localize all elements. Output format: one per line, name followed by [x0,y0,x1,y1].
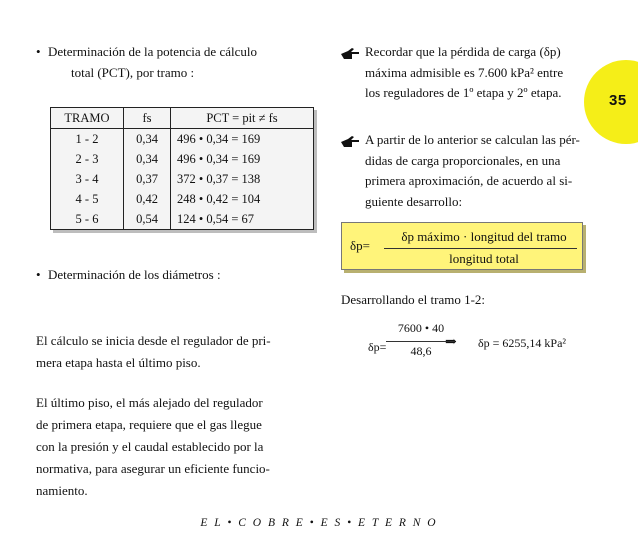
calc-result: δp = 6255,14 kPa² [478,336,567,350]
cell-pct: 496 • 0,34 = 169 [171,129,314,150]
text-line: con la presión y el caudal establecido por la [36,439,264,454]
text-line: A partir de lo anterior se calculan las pér- [365,132,580,147]
cell-pct: 248 • 0,42 = 104 [171,189,314,209]
desarrollando-label: Desarrollando el tramo 1-2: [341,292,486,307]
bullet-diametros: • Determinación de los diámetros : [36,265,221,285]
fraction-bar [384,248,577,249]
pointing-hand-icon [340,47,360,61]
calc-lhs: δp= [368,340,387,354]
cell-tramo: 5 - 6 [51,209,124,230]
cell-fs: 0,34 [124,129,171,150]
footer-motto: E L • C O B R E • E S • E T E R N O [200,517,438,529]
col-header-fs: fs [124,108,171,129]
text-line: los reguladores de 1º etapa y 2º etapa. [365,85,562,100]
text-line: El cálculo se inicia desde el regulador de pri- [36,333,271,348]
cell-tramo: 3 - 4 [51,169,124,189]
bullet-potencia-cont: total (PCT), por tramo : [71,65,195,80]
cell-pct: 124 • 0,54 = 67 [171,209,314,230]
note-perdida-carga [365,42,591,104]
formula-numerator: δp máximo · longitud del tramo [401,229,567,244]
bullet-potencia: • Determinación de la potencia de cálculo [36,42,257,62]
bullet-dot-icon: • [36,267,41,282]
col-header-pct: PCT = pit ≠ fs [171,108,314,129]
table-row [51,129,314,150]
text-line: didas de carga proporcionales, en una [365,152,561,168]
table-row [51,169,314,189]
formula-box [341,222,583,270]
cell-tramo: 4 - 5 [51,189,124,209]
formula-lhs: δp= [350,238,370,253]
pointing-hand-icon [340,135,360,149]
cell-tramo: 2 - 3 [51,149,124,169]
table-row [51,209,314,230]
col-header-tramo: TRAMO [51,108,124,129]
cell-fs: 0,54 [124,209,171,230]
cell-tramo: 1 - 2 [51,129,124,150]
text-line: namiento. [36,483,88,498]
text-line: mera etapa hasta el último piso. [36,355,201,370]
cell-fs: 0,42 [124,189,171,209]
pct-table [50,107,314,230]
table-header-row [51,108,314,129]
table-row [51,149,314,169]
implies-arrow-icon: ⇒ [445,335,457,350]
cell-pct: 372 • 0,37 = 138 [171,169,314,189]
text-line: primera aproximación, de acuerdo al si- [365,173,573,188]
page-number: 35 [609,92,627,109]
cell-fs: 0,37 [124,169,171,189]
text-line: normativa, para asegurar un eficiente funcio- [36,461,270,476]
calc-numerator: 7600 • 40 [397,321,445,335]
text-line: guiente desarrollo: [365,193,463,209]
cell-pct: 496 • 0,34 = 169 [171,149,314,169]
text-line: de primera etapa, requiere que el gas llegue [36,417,262,432]
text-line: El último piso, el más alejado del regulador [36,395,263,410]
paragraph-inicio [36,330,306,374]
formula-denominator: longitud total [449,251,519,266]
cell-fs: 0,34 [124,149,171,169]
table-row [51,189,314,209]
paragraph-ultimo-piso [36,392,306,502]
text-line: máxima admisible es 7.600 kPa² entre [365,64,564,80]
calc-denominator: 48,6 [410,344,432,358]
note-calculo [365,130,591,212]
bullet-dot-icon: • [36,44,41,59]
text-line: Recordar que la pérdida de carga (δp) [365,44,561,59]
